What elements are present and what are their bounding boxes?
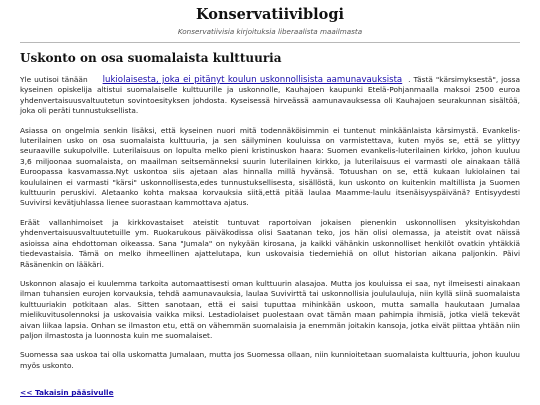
blog-subtitle: Konservatiivisia kirjoituksia liberaalista maailmasta <box>177 27 363 36</box>
body-paragraph-1: Asiassa on ongelmia senkin lisäksi, että kyseinen nuori mitä todennäköisimmin ei tuntenut minkäänlaista kärsimystä. Evankelis-luterilainen usko on osa suomalaista kulttuuria, ja sen säilyminen kouluissa on varmistettava, kuten myös se, että se ylittyy seuraaville sukupolville. Luterilaisuus on lopulta melko pieni kristinuskon haara: Suomen evankelis-luterilainen kirkko, johon kuuluu 3,6 miljoonaa suomalaista, on maailman seitsemänneksi suurin luterilainen kirkko, ja luterilaisuus ei varmasti ole ainakaan tällä Euroopassa kasvamassa.Nyt uskontoa siis ajetaan alas hinnalla millä hyvänsä. Totuushan on se, että kukaan lukiolainen tai koululainen ei varmasti "kärsi" uskonnollisesta,edes tunnustuksellisesta, sisällöstä, kun uskonto on kuitenkin maltillista ja Suomen kulttuurin peruskivi. Aletaanko kohta maksaa korvauksia siitä,että pitää laulaa Maamme-laulu itsenäisyyspäivänä? Entisyydesti Suvivirsi kevätjuhlassa lienee suorastaan kammottava ajatus. <box>20 125 520 208</box>
body-paragraph-2: Eräät vallanhimoiset ja kirkkovastaiset ateistit tuntuvat raportoivan jokaisen pienenkin uskonnollisen yksityiskohdan yhdenvertaisuusvaltuutetuille ym. Ruokarukous päiväkodissa olisi Saatanan teko, jos hän olisi olemassa, ja ateistit ovat näissä asioissa aina ehdottoman oikeassa. Sana "Jumala" on nykyään kirosana, ja kaikki vähänkin uskonnolliset henkilöt ovatkin yhtäkkiä tiedevastaisia. Tämä on melko ihmeellinen ajattelutapa, kun uskovaisia tiedemiehiä on ollut historian aikana paljonkin. Päivi Räsänenkin on lääkäri. <box>20 217 520 269</box>
body-paragraph-3: Uskonnon alasajo ei kuulemma tarkoita automaattisesti oman kulttuurin alasajoa. Mutta jos kouluissa ei saa, nyt ilmeisesti ainakaan ilman tuhansien eurojen korvauksia, tehdä aamunavauksia, laulaa Suvivirttä tai uskonnollisia joululauluja, niin kyllä siinä suomalaista kulttuuriakin potkitaan alas. Sitten sanotaan, että ei saisi tuputtaa mihinkään uskoon, mutta samalla haukutaan Jumalaa mielikuvitusolennoksi ja uskovaisia vaikka miksi. Lestadiolaiset puolestaan ovat tämän maan pahimpia ihmisiä, jotka vielä tekevät aivan liikaa lapsia. Onhan se ilmaston etu, että on vähemmän suomalaisia ja enemmän joitakin kansoja, jotka eivät piittaa yhtään niin paljon ilmastosta ja luonnosta kuin me suomalaiset. <box>20 278 520 340</box>
header-divider <box>20 42 520 43</box>
intro-prefix: Yle uutisoi tänään <box>20 75 88 84</box>
article-link[interactable]: lukiolaisesta, joka ei pitänyt koulun uskonnollisista aamunavauksista <box>102 75 403 85</box>
post-title: Uskonto on osa suomalaista kulttuuria <box>20 51 282 65</box>
intro-paragraph <box>20 75 520 117</box>
blog-title: Konservatiiviblogi <box>196 6 344 23</box>
intro-suffix: . Tästä "kärsimyksestä", jossa kyseinen opiskelija altistui suomalaiselle kulttuurille ja uskonnolle, Kauhajoen kaupunki Etelä-Pohjanmaalla maksoi 2500 euroa yhdenvertaisuusvaltuutetun sovintoesityksen johdosta. Kyseisessä hirveässä aamunavauksessa oli Kauhajoen seurakunnan sisältöä, joka oli peräti tunnustuksellista. <box>20 75 520 116</box>
body-paragraph-4: Suomessa saa uskoa tai olla uskomatta Jumalaan, mutta jos Suomessa ollaan, niin kunnioitetaan suomalaista kulttuuria, johon kuuluu myös uskonto. <box>20 350 520 370</box>
back-to-home-link[interactable]: << Takaisin pääsivulle <box>20 388 114 398</box>
page-wrapper <box>20 0 520 399</box>
